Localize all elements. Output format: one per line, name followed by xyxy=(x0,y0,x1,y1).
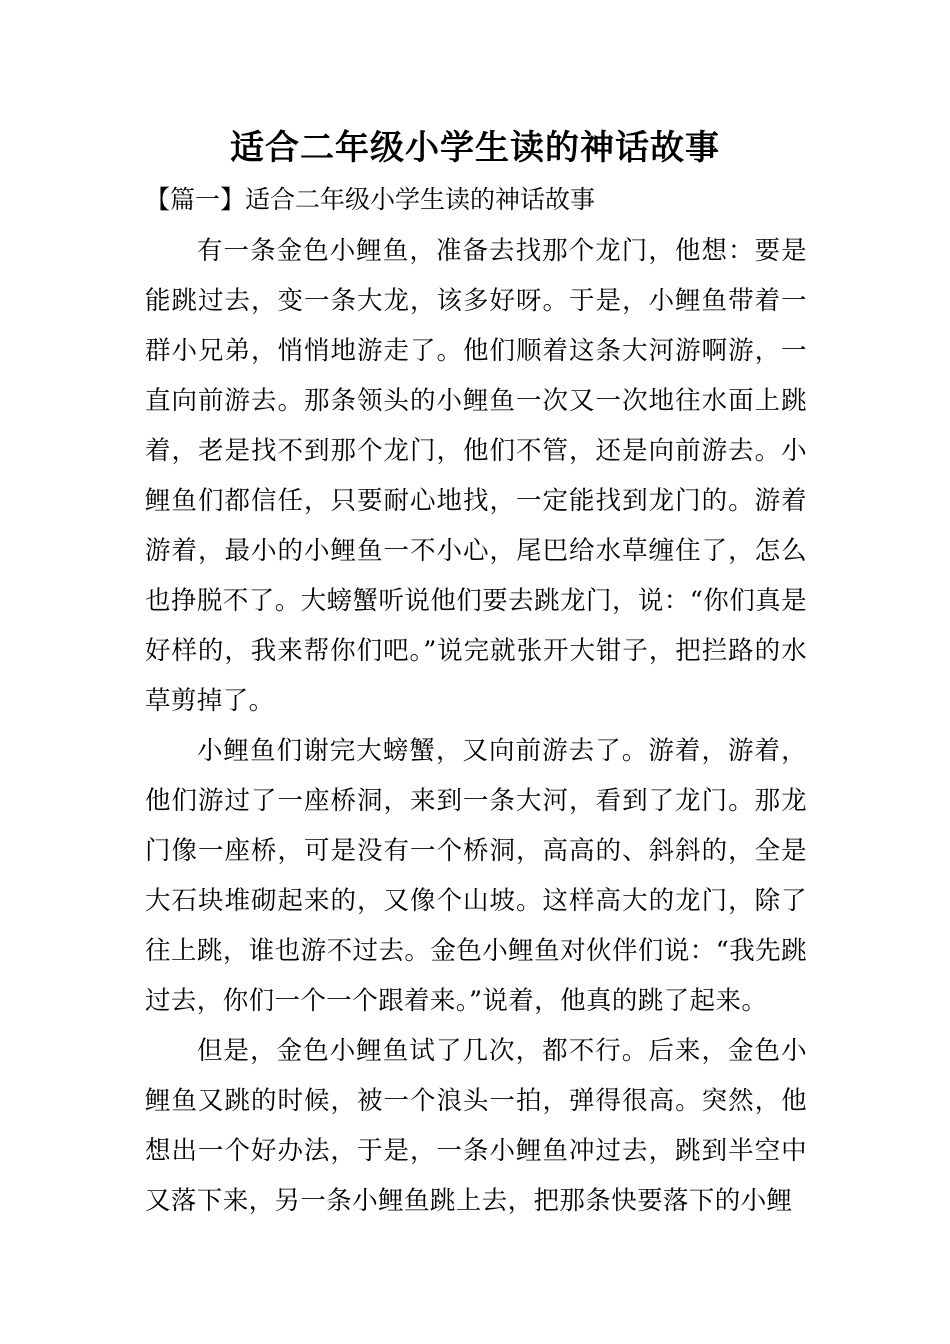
paragraph-2: 小鲤鱼们谢完大螃蟹，又向前游去了。游着，游着，他们游过了一座桥洞，来到一条大河，看到了龙门。那龙门像一座桥，可是没有一个桥洞，高高的、斜斜的，全是大石块堆砌起来的，又像个山坡。这样高大的龙门，除了往上跳，谁也游不过去。金色小鲤鱼对伙伴们说：“我先跳过去，你们一个一个跟着来。”说着，他真的跳了起来。 xyxy=(145,736,807,1016)
section-heading: 【篇一】适合二年级小学生读的神话故事 xyxy=(145,185,596,214)
document-title: 适合二年级小学生读的神话故事 xyxy=(230,128,720,168)
document-body xyxy=(145,226,807,1226)
paragraph-3: 但是，金色小鲤鱼试了几次，都不行。后来，金色小鲤鱼又跳的时候，被一个浪头一拍，弹得很高。突然，他想出一个好办法，于是，一条小鲤鱼冲过去，跳到半空中又落下来，另一条小鲤鱼跳上去，把那条快要落下的小鲤 xyxy=(145,1036,807,1216)
paragraph-1: 有一条金色小鲤鱼，准备去找那个龙门，他想：要是能跳过去，变一条大龙，该多好呀。于是，小鲤鱼带着一群小兄弟，悄悄地游走了。他们顺着这条大河游啊游，一直向前游去。那条领头的小鲤鱼一次又一次地往水面上跳着，老是找不到那个龙门，他们不管，还是向前游去。小鲤鱼们都信任，只要耐心地找，一定能找到龙门的。游着游着，最小的小鲤鱼一不小心，尾巴给水草缠住了，怎么也挣脱不了。大螃蟹听说他们要去跳龙门，说：“你们真是好样的，我来帮你们吧。”说完就张开大钳子，把拦路的水草剪掉了。 xyxy=(145,236,807,716)
